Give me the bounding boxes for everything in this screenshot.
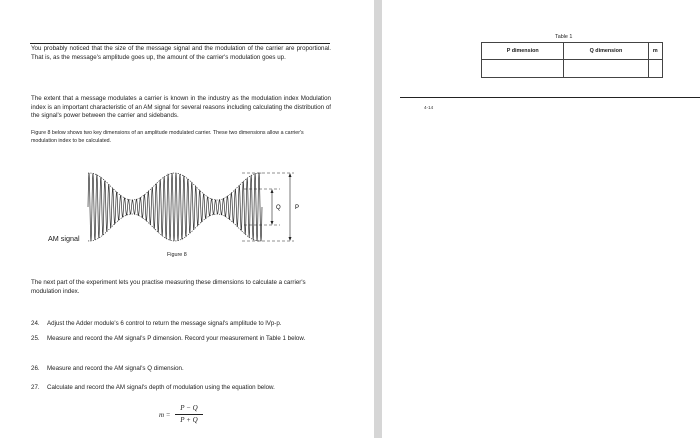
q-arrow-head-bottom <box>271 221 274 225</box>
step-number: 25. <box>31 335 40 342</box>
right-page-rule <box>400 97 700 98</box>
table-header-row <box>482 43 663 60</box>
step-number: 24. <box>31 320 40 327</box>
table-row <box>482 60 663 78</box>
paragraph-next-part: The next part of the experiment lets you practise measuring these dimensions to calculate a carrier's modulation index. <box>31 279 306 295</box>
paragraph-proportionality: You probably noticed that the size of the message signal and the modulation of the carrier are proportional. That is, as the message's amplitude goes up, the amount of the carrier's modulation goes up. <box>31 45 331 61</box>
p-dimension-label: P <box>295 205 300 211</box>
carrier-waveform <box>88 173 262 241</box>
page-number: 4-14 <box>424 105 434 110</box>
cell-p-value[interactable] <box>482 60 564 78</box>
p-arrow-head-bottom <box>289 237 292 241</box>
header-m: m <box>648 43 663 60</box>
table-title: Table 1 <box>555 34 573 40</box>
page-gutter <box>374 0 382 438</box>
step-number: 26. <box>31 365 40 372</box>
equation-lhs: m = <box>159 411 171 419</box>
header-q-dimension: Q dimension <box>564 43 648 60</box>
header-p-dimension: P dimension <box>482 43 564 60</box>
step-text: Measure and record the AM signal's P dimension. Record your measurement in Table 1 below. <box>47 335 306 342</box>
fraction-bar <box>175 414 203 415</box>
header-rule <box>30 43 330 44</box>
am-signal-label: AM signal <box>48 234 80 243</box>
figure-caption: Figure 8 <box>167 252 187 258</box>
step-number: 27. <box>31 384 40 391</box>
cell-q-value[interactable] <box>564 60 648 78</box>
am-signal-figure <box>84 166 304 246</box>
equation-denominator: P + Q <box>180 416 198 424</box>
cell-m-value[interactable] <box>648 60 663 78</box>
step-text: Adjust the Adder module's 6 control to return the message signal's amplitude to lVp-p. <box>47 320 282 327</box>
paragraph-figure-intro: Figure 8 below shows two key dimensions of an amplitude modulated carrier. These two dimensions allow a carrier's modulation index to be calculated. <box>31 130 304 144</box>
step-text: Calculate and record the AM signal's depth of modulation using the equation below. <box>47 384 275 391</box>
carrier-trace <box>88 173 262 241</box>
equation-numerator: P − Q <box>180 404 198 412</box>
step-text: Measure and record the AM signal's Q dimension. <box>47 365 184 372</box>
results-table <box>481 42 663 78</box>
q-arrow-head-top <box>271 189 274 193</box>
modulation-equation <box>159 403 219 429</box>
p-arrow-head-top <box>289 173 292 177</box>
q-dimension-label: Q <box>276 205 281 211</box>
paragraph-modulation-index: The extent that a message modulates a carrier is known in the industry as the modulation index Modulation index is an important characteristic of an AM signal for several reasons including calculating the distribution of the signal's power between the carrier and sidebands. <box>31 95 331 120</box>
